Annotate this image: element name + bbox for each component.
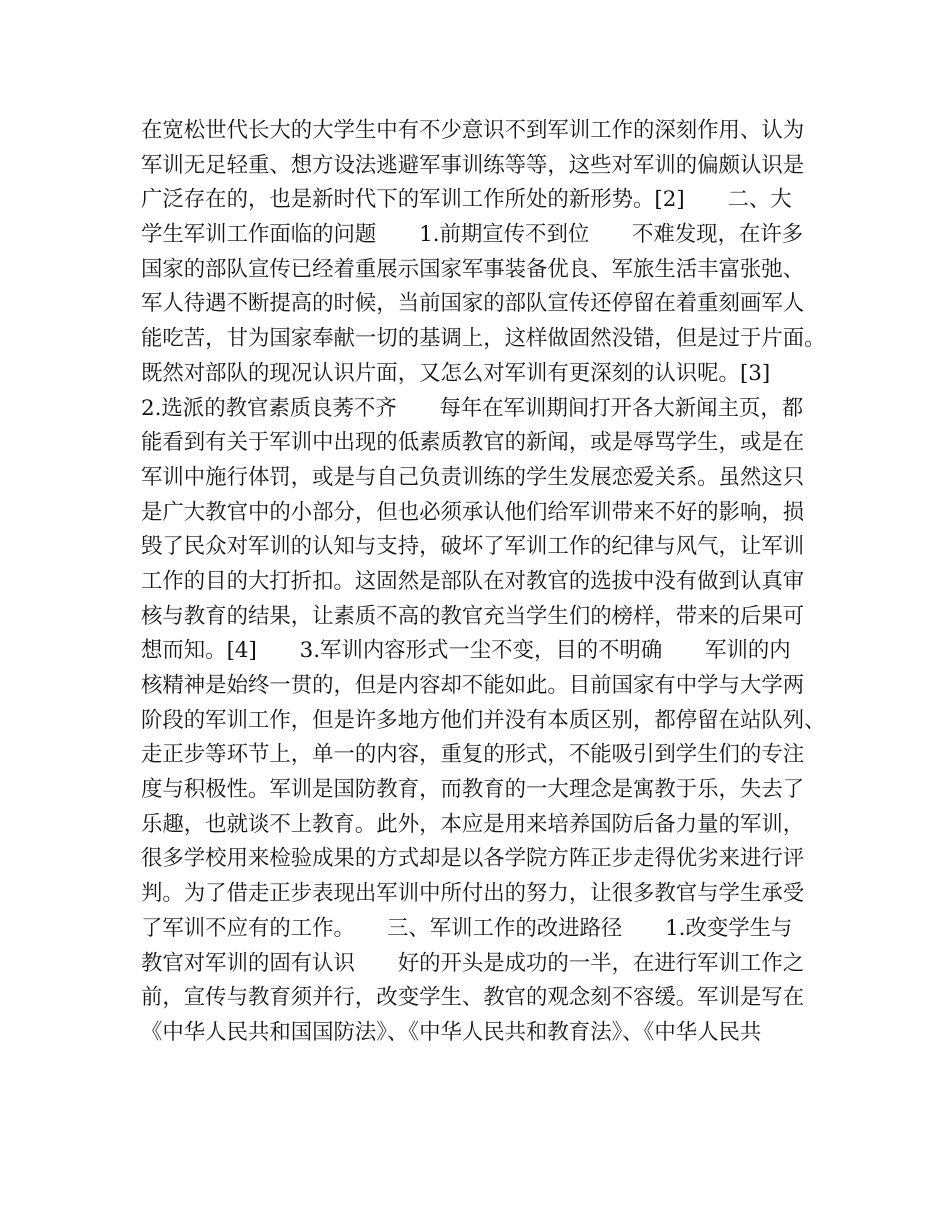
text-line-2: 军训无足轻重、想方设法逃避军事训练等等，这些对军训的偏颇认识是 — [141, 152, 805, 178]
text-line-12: 是广大教官中的小部分，但也必须承认他们给军训带来不好的影响，损 — [141, 499, 805, 525]
text-line-1: 在宽松世代长大的大学生中有不少意识不到军训工作的深刻作用、认为 — [141, 118, 805, 143]
text-line-14: 工作的目的大打折扣。这固然是部队在对教官的选拔中没有做到认真审 — [141, 568, 805, 594]
text-line-6: 军人待遇不断提高的时候，当前国家的部队宣传还停留在着重刻画军人 — [141, 291, 805, 317]
text-line-27: 《中华人民共和国国防法》、《中华人民共和教育法》、《中华人民共 — [141, 1019, 762, 1045]
text-line-13: 毁了民众对军训的认知与支持，破坏了军训工作的纪律与风气，让军训 — [141, 534, 805, 560]
text-line-7: 能吃苦，甘为国家奉献一切的基调上，这样做固然没错，但是过于片面。 — [141, 326, 826, 352]
text-line-18: 阶段的军训工作，但是许多地方他们并没有本质区别，都停留在站队列、 — [141, 707, 826, 733]
text-line-24: 了军训不应有的工作。 三、军训工作的改进路径 1.改变学生与 — [141, 915, 793, 941]
text-line-25: 教官对军训的固有认识 好的开头是成功的一半，在进行军训工作之 — [141, 950, 805, 976]
body-text — [141, 114, 831, 1051]
text-line-22: 很多学校用来检验成果的方式却是以各学院方阵正步走得优劣来进行评 — [141, 846, 805, 872]
text-line-3: 广泛存在的，也是新时代下的军训工作所处的新形势。[2] 二、大 — [141, 187, 792, 213]
text-line-20: 度与积极性。军训是国防教育，而教育的一大理念是寓教于乐，失去了 — [141, 777, 805, 803]
text-line-9: 2.选派的教官素质良莠不齐 每年在军训期间打开各大新闻主页，都 — [141, 395, 804, 421]
text-line-23: 判。为了借走正步表现出军训中所付出的努力，让很多教官与学生承受 — [141, 881, 805, 907]
text-line-26: 前，宣传与教育须并行，改变学生、教官的观念刻不容缓。军训是写在 — [141, 985, 805, 1011]
text-line-4: 学生军训工作面临的问题 1.前期宣传不到位 不难发现，在许多 — [141, 222, 804, 248]
text-line-21: 乐趣，也就谈不上教育。此外，本应是用来培养国防后备力量的军训， — [141, 811, 805, 837]
text-line-11: 军训中施行体罚，或是与自己负责训练的学生发展恋爱关系。虽然这只 — [141, 464, 805, 490]
text-line-15: 核与教育的结果，让素质不高的教官充当学生们的榜样，带来的后果可 — [141, 603, 805, 629]
text-line-17: 核精神是始终一贯的，但是内容却不能如此。目前国家有中学与大学两 — [141, 673, 805, 698]
text-line-19: 走正步等环节上，单一的内容，重复的形式，不能吸引到学生们的专注 — [141, 742, 805, 768]
text-line-10: 能看到有关于军训中出现的低素质教官的新闻，或是辱骂学生，或是在 — [141, 430, 805, 456]
text-line-16: 想而知。[4] 3.军训内容形式一尘不变，目的不明确 军训的内 — [141, 638, 791, 664]
text-line-5: 国家的部队宣传已经着重展示国家军事装备优良、军旅生活丰富张弛、 — [141, 256, 805, 282]
text-line-8: 既然对部队的现况认识片面，又怎么对军训有更深刻的认识呢。[3] — [141, 360, 771, 386]
